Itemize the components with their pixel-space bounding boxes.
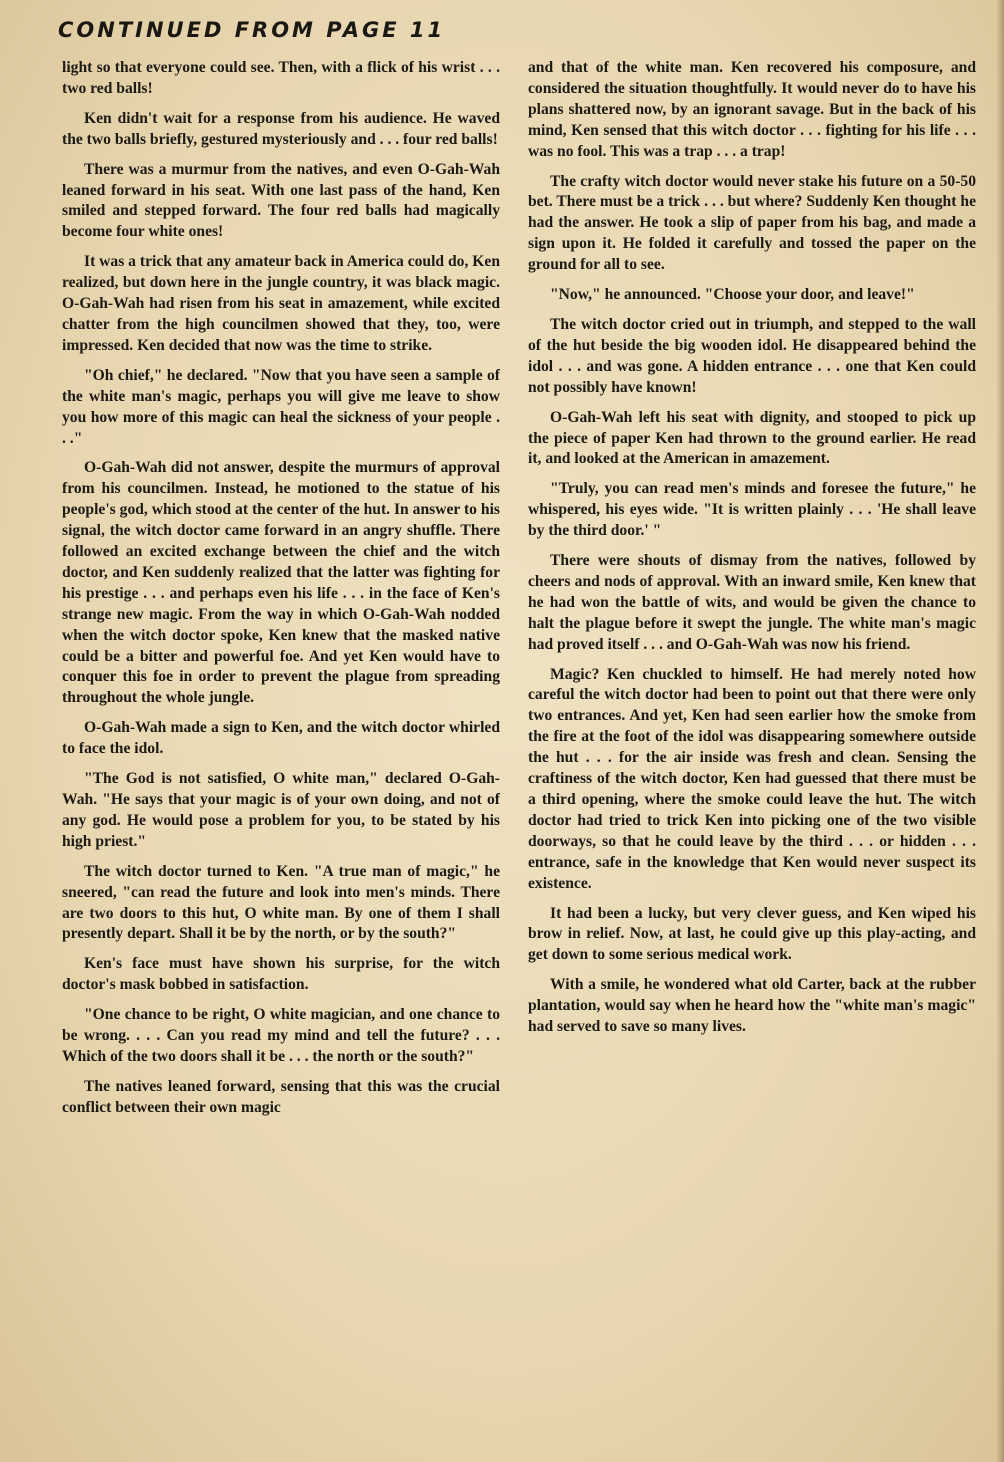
paragraph: Ken's face must have shown his surprise, for the witch doctor's mask bobbed in satisfaction.	[62, 955, 500, 994]
paragraph: The witch doctor turned to Ken. "A true man of magic," he sneered, "can read the future and look into men's minds. There are two doors to this hut, O white man. By one of them I shall presently depart. Shall it be by the north, or by the south?"	[62, 862, 500, 943]
continued-header: CONTINUED FROM PAGE 11	[58, 18, 446, 42]
left-column	[62, 58, 500, 1128]
paragraph: The witch doctor cried out in triumph, and stepped to the wall of the hut beside the big wooden idol. He disappeared behind the idol . . . and was gone. A hidden entrance . . . one that Ken could not possibly have known!	[528, 315, 976, 396]
paragraph: "One chance to be right, O white magician, and one chance to be wrong. . . . Can you read my mind and tell the future? . . . Which of the two doors shall it be . . . the north or the south?"	[62, 1006, 500, 1065]
paragraph: There were shouts of dismay from the natives, followed by cheers and nods of approval. With an inward smile, Ken knew that he had won the battle of wits, and would be given the chance to halt the plague before it swept the jungle. The white man's magic had proved itself . . . and O-Gah-Wah was now his friend.	[528, 552, 976, 653]
paragraph: It was a trick that any amateur back in America could do, Ken realized, but down here in the jungle country, it was black magic. O-Gah-Wah had risen from his seat in amazement, while excited chatter from the high councilmen showed that they, too, were impressed. Ken decided that now was the time to strike.	[62, 253, 500, 354]
paragraph: O-Gah-Wah did not answer, despite the murmurs of approval from his councilmen. Instead, he motioned to the statue of his people's god, which stood at the center of the hut. In answer to his signal, the witch doctor came forward in an angry shuffle. There followed an excited exchange between the chief and the witch doctor, and Ken suddenly realized that the latter was fighting for his prestige . . . and perhaps even his life . . . in the face of Ken's strange new magic. From the way in which O-Gah-Wah nodded when the witch doctor spoke, Ken knew that the masked native could be a bitter and powerful foe. And yet Ken would have to conquer this foe in order to prevent the plague from spreading throughout the whole jungle.	[62, 459, 500, 707]
paragraph: Ken didn't wait for a response from his audience. He waved the two balls briefly, gestured mysteriously and . . . four red balls!	[62, 109, 500, 148]
paragraph: The natives leaned forward, sensing that this was the crucial conflict between their own magic	[62, 1077, 500, 1116]
paragraph: "Now," he announced. "Choose your door, and leave!"	[550, 286, 915, 304]
paragraph: Magic? Ken chuckled to himself. He had merely noted how careful the witch doctor had been to point out that there were only two entrances. And yet, Ken had seen earlier how the smoke from the fire at the foot of the idol was disappearing somewhere outside the hut . . . for the air inside was fresh and clean. Sensing the craftiness of the witch doctor, Ken had guessed that there must be a third opening, where the smoke could leave the hut. The witch doctor had tried to trick Ken into picking one of the two visible doorways, so that he could leave by the third . . . or hidden . . . entrance, safe in the knowledge that Ken would never suspect its existence.	[528, 665, 976, 892]
paragraph: "Truly, you can read men's minds and foresee the future," he whispered, his eyes wide. "It is written plainly . . . 'He shall leave by the third door.' "	[528, 480, 976, 540]
paragraph: "The God is not satisfied, O white man," declared O-Gah-Wah. "He says that your magic is of your own doing, and not of any god. He would pose a problem for you, to be stated by his high priest."	[62, 770, 500, 850]
paragraph: The crafty witch doctor would never stake his future on a 50-50 bet. There must be a trick . . . but where? Suddenly Ken thought he had the answer. He took a slip of paper from his bag, and made a sign upon it. He folded it carefully and tossed the paper on the ground for all to see.	[528, 172, 976, 274]
paragraph: "Oh chief," he declared. "Now that you have seen a sample of the white man's magic, perhaps you will give me leave to show you how more of this magic can heal the sickness of your people . . ."	[62, 366, 500, 447]
paragraph: O-Gah-Wah made a sign to Ken, and the witch doctor whirled to face the idol.	[62, 719, 500, 758]
paragraph: With a smile, he wondered what old Carter, back at the rubber plantation, would say when he heard how the "white man's magic" had served to save so many lives.	[528, 976, 976, 1036]
paragraph: O-Gah-Wah left his seat with dignity, and stooped to pick up the piece of paper Ken had thrown to the ground earlier. He read it, and looked at the American in amazement.	[528, 408, 976, 468]
paragraph: It had been a lucky, but very clever guess, and Ken wiped his brow in relief. Now, at last, he could give up this play-acting, and get down to some serious medical work.	[528, 904, 976, 964]
paragraph: light so that everyone could see. Then, with a flick of his wrist . . . two red balls!	[62, 59, 500, 97]
page-edge-shadow	[996, 0, 1004, 1462]
right-column	[528, 58, 976, 1047]
paragraph: and that of the white man. Ken recovered his composure, and considered the situation thoughtfully. It would never do to have his plans shattered now, by an ignorant savage. But in the back of his mind, Ken sensed that this witch doctor . . . fighting for his life . . . was no fool. This was a trap . . . a trap!	[528, 59, 976, 160]
paragraph: There was a murmur from the natives, and even O-Gah-Wah leaned forward in his seat. With one last pass of the hand, Ken smiled and stepped forward. The four red balls had magically become four white ones!	[62, 160, 500, 241]
